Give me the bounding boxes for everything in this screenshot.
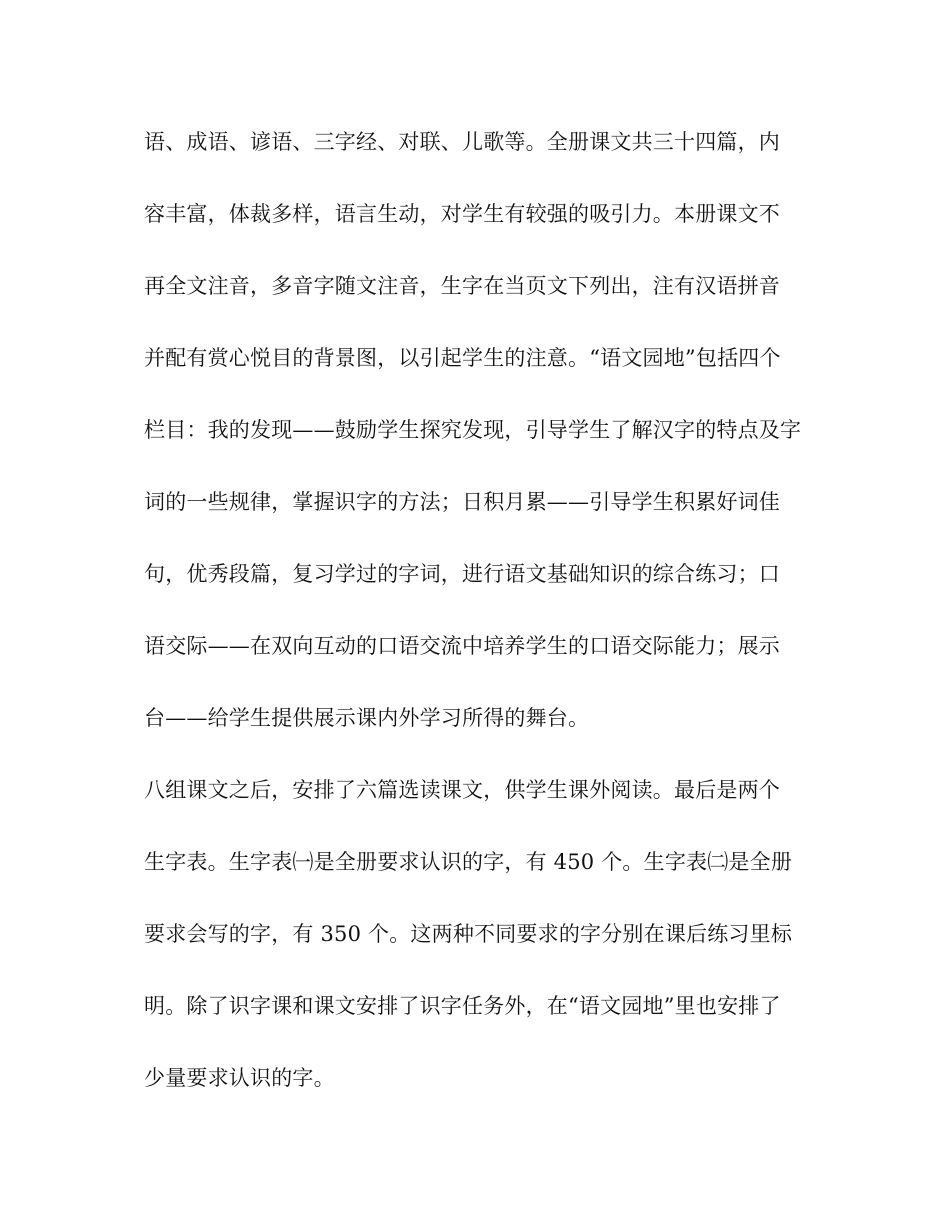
text-line: 语交际——在双向互动的口语交流中培养学生的口语交际能力；展示 xyxy=(144,634,780,658)
text-line: 生字表。生字表㈠是全册要求认识的字，有 450 个。生字表㈡是全册 xyxy=(144,850,793,874)
text-line: 语、成语、谚语、三字经、对联、儿歌等。全册课文共三十四篇，内 xyxy=(144,130,780,154)
text-line: 词的一些规律，掌握识字的方法；日积月累——引导学生积累好词佳 xyxy=(144,490,780,514)
text-line: 容丰富，体裁多样，语言生动，对学生有较强的吸引力。本册课文不 xyxy=(144,202,780,226)
text-line: 再全文注音，多音字随文注音，生字在当页文下列出，注有汉语拼音 xyxy=(144,274,780,298)
text-line: 要求会写的字，有 350 个。这两种不同要求的字分别在课后练习里标 xyxy=(144,922,793,946)
text-line: 明。除了识字课和课文安排了识字任务外，在“语文园地”里也安排了 xyxy=(144,994,781,1018)
text-line: 八组课文之后，安排了六篇选读课文，供学生课外阅读。最后是两个 xyxy=(144,778,780,802)
text-line: 少量要求认识的字。 xyxy=(144,1066,335,1090)
text-line: 并配有赏心悦目的背景图，以引起学生的注意。“语文园地”包括四个 xyxy=(144,346,781,370)
text-line: 句，优秀段篇，复习学过的字词，进行语文基础知识的综合练习；口 xyxy=(144,562,780,586)
text-line: 台——给学生提供展示课内外学习所得的舞台。 xyxy=(144,706,590,730)
text-line: 栏目：我的发现——鼓励学生探究发现，引导学生了解汉字的特点及字 xyxy=(144,418,802,442)
